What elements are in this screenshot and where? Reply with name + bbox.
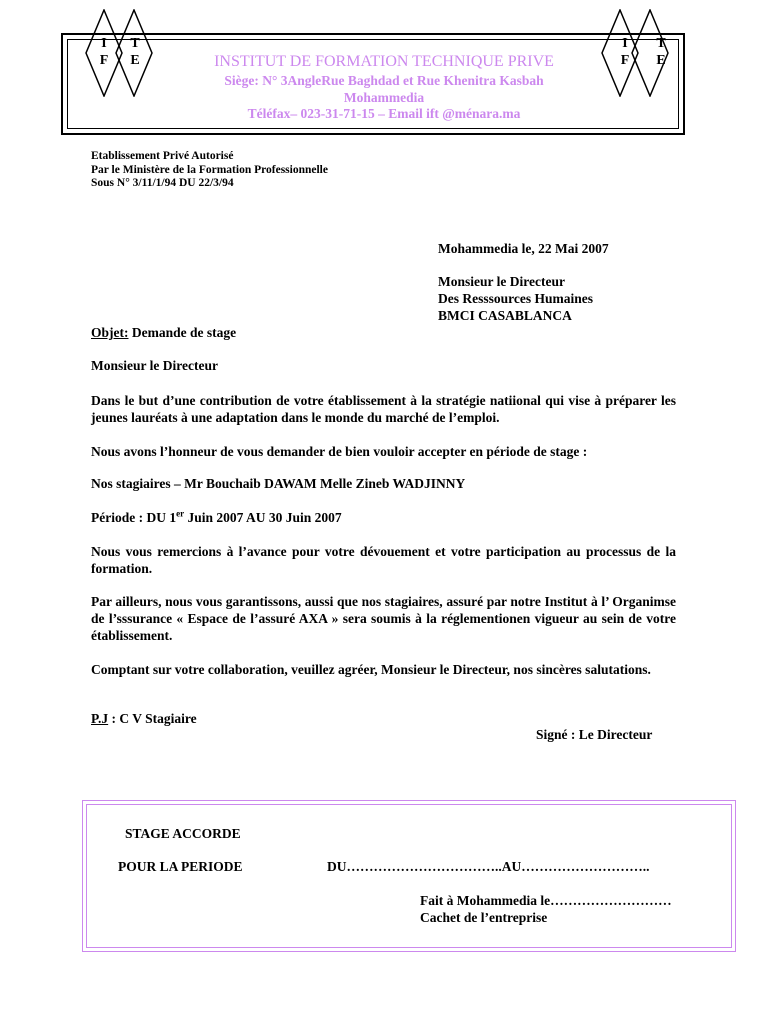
- subject-line: [91, 325, 236, 341]
- logo-letter-f: F: [620, 53, 630, 68]
- institute-logo-left: [84, 9, 162, 97]
- logo-letter-t: T: [656, 36, 666, 51]
- letter-paragraph: Nous vous remercions à l’avance pour votre dévouement et votre participation au processus de la formation.: [91, 544, 676, 576]
- logo-letter-i: I: [101, 36, 107, 51]
- recipient-line: Monsieur le Directeur: [438, 274, 565, 289]
- letter-paragraph: Par ailleurs, nous vous garantissons, aussi que nos stagiaires, assuré par notre Institut à l’ Organimse de l’sssurance « Espace de l’assuré AXA » sera soumis à la réglementionen vigueur au sein de votre établissement.: [91, 594, 676, 643]
- salutation: Monsieur le Directeur: [91, 358, 218, 373]
- period-superscript: er: [176, 508, 185, 519]
- recipient-line: BMCI CASABLANCA: [438, 308, 572, 323]
- trainees-line: Nos stagiaires – Mr Bouchaib DAWAM Melle Zineb WADJINNY: [91, 476, 466, 491]
- authorization-line: Sous N° 3/11/1/94 DU 22/3/94: [91, 177, 234, 189]
- period-prefix: Période : DU 1: [91, 510, 177, 525]
- subject-text: Demande de stage: [128, 325, 237, 340]
- attachment-text: : C V Stagiaire: [108, 711, 197, 726]
- attachment-label: P.J: [91, 711, 109, 726]
- letter-paragraph: Dans le but d’une contribution de votre établissement à la stratégie natiional qui vise à préparer les jeunes lauréats à une adaptation dans le monde du marché de l’emploi.: [91, 393, 676, 425]
- stage-agreement-box: [82, 800, 736, 952]
- letter-paragraph: Comptant sur votre collaboration, veuillez agréer, Monsieur le Directeur, nos sincères salutations.: [91, 662, 651, 677]
- logo-letter-t: T: [130, 36, 140, 51]
- recipient-line: Des Resssources Humaines: [438, 291, 593, 306]
- logo-letter-e: E: [130, 53, 140, 68]
- institute-address-line2: Mohammedia: [343, 90, 425, 105]
- stage-period-range: DU……………………………..AU………………………..: [327, 859, 650, 874]
- subject-label: Objet:: [91, 325, 129, 340]
- letter-paragraph: Nous avons l’honneur de vous demander de bien vouloir accepter en période de stage :: [91, 444, 588, 459]
- attachment-line: [91, 711, 197, 727]
- authorization-block: [91, 150, 328, 191]
- institute-address-line1: Siège: N° 3AngleRue Baghdad et Rue Khenitra Kasbah: [224, 73, 544, 88]
- logo-diamonds-icon: [84, 9, 162, 97]
- logo-diamonds-icon: [600, 9, 678, 97]
- institute-logo-right: [600, 9, 678, 97]
- institute-title: INSTITUT DE FORMATION TECHNIQUE PRIVE: [214, 53, 554, 70]
- stage-stamp: Cachet de l’entreprise: [420, 910, 548, 925]
- institute-contact: Téléfax– 023-31-71-15 – Email ift @ménara.ma: [247, 106, 521, 121]
- stage-title: STAGE ACCORDE: [125, 826, 241, 841]
- stage-period-label: POUR LA PERIODE: [118, 859, 243, 874]
- logo-letter-f: F: [99, 53, 109, 68]
- period-suffix: Juin 2007 AU 30 Juin 2007: [184, 510, 342, 525]
- signature: Signé : Le Directeur: [536, 727, 653, 742]
- authorization-line: Etablissement Privé Autorisé: [91, 150, 234, 162]
- stage-made-at: Fait à Mohammedia le………………………: [420, 893, 672, 908]
- period-line: [91, 510, 342, 526]
- place-date: Mohammedia le, 22 Mai 2007: [438, 241, 609, 256]
- logo-letter-i: I: [622, 36, 628, 51]
- logo-letter-e: E: [656, 53, 666, 68]
- authorization-line: Par le Ministère de la Formation Professionnelle: [91, 163, 328, 176]
